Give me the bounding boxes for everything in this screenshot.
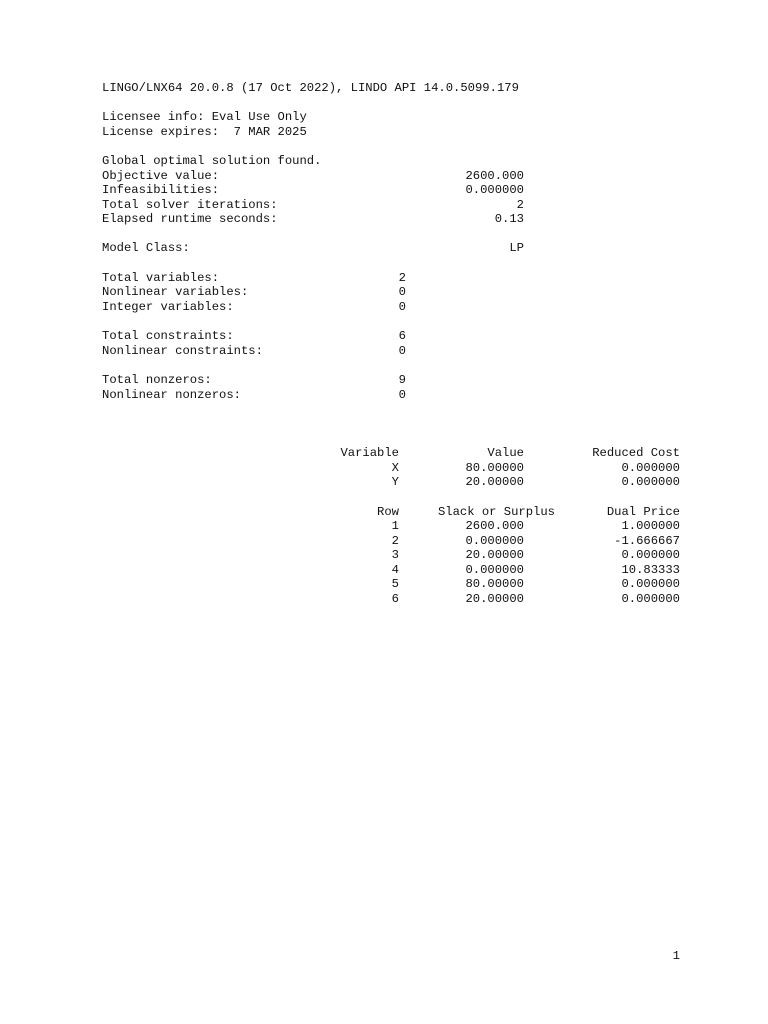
license-expires: License expires: 7 MAR 2025	[102, 124, 307, 139]
integer-variables-value: 0	[398, 299, 406, 314]
total-constraints-value: 6	[398, 329, 406, 343]
table-cell: 6	[391, 591, 399, 606]
total-nonzeros-value: 9	[398, 373, 406, 387]
runtime-label: Elapsed runtime seconds:	[102, 212, 278, 226]
table-cell: 20.00000	[465, 548, 524, 562]
nonlinear-variables-value: 0	[398, 285, 406, 299]
total-nonzeros-label: Total nonzeros:	[102, 373, 212, 387]
nonlinear-nonzeros-label: Nonlinear nonzeros:	[102, 387, 241, 402]
table-cell: 1	[391, 519, 399, 533]
table-cell: 10.83333	[621, 562, 680, 577]
total-variables-label: Total variables:	[102, 270, 220, 285]
total-variables-value: 2	[398, 270, 406, 285]
table-cell: 5	[391, 577, 399, 591]
table-cell: -1.666667	[614, 533, 680, 548]
table-cell: 0.000000	[621, 548, 680, 562]
table-cell: 4	[391, 562, 399, 577]
total-constraints-label: Total constraints:	[102, 329, 234, 343]
table-cell: 2600.000	[465, 519, 524, 533]
table-cell: 0.000000	[621, 577, 680, 591]
objective-label: Objective value:	[102, 168, 220, 183]
table-cell: 0.000000	[621, 460, 680, 475]
nonlinear-nonzeros-value: 0	[398, 387, 406, 402]
table-header: Row	[377, 504, 399, 519]
table-cell: 0.000000	[465, 533, 524, 548]
table-cell: 80.00000	[465, 577, 524, 591]
iterations-label: Total solver iterations:	[102, 197, 278, 212]
table-header: Reduced Cost	[592, 446, 680, 460]
infeasibilities-value: 0.000000	[465, 183, 524, 197]
solution-status: Global optimal solution found.	[102, 154, 322, 168]
table-header: Dual Price	[606, 504, 680, 519]
infeasibilities-label: Infeasibilities:	[102, 183, 220, 197]
table-cell: 80.00000	[465, 460, 524, 475]
objective-value: 2600.000	[465, 168, 524, 183]
table-cell: Y	[391, 475, 399, 489]
table-cell: 20.00000	[465, 591, 524, 606]
table-cell: 1.000000	[621, 519, 680, 533]
table-cell: X	[391, 460, 399, 475]
nonlinear-constraints-label: Nonlinear constraints:	[102, 343, 263, 358]
iterations-value: 2	[516, 197, 524, 212]
table-header: Variable	[340, 446, 399, 460]
page-number: 1	[672, 949, 680, 963]
version-line: LINGO/LNX64 20.0.8 (17 Oct 2022), LINDO API 14.0.5099.179	[102, 81, 519, 95]
table-header: Value	[487, 446, 524, 460]
table-cell: 3	[391, 548, 399, 562]
model-class-label: Model Class:	[102, 241, 190, 255]
table-cell: 0.000000	[465, 562, 524, 577]
licensee-info: Licensee info: Eval Use Only	[102, 110, 307, 124]
table-cell: 0.000000	[621, 475, 680, 489]
table-cell: 0.000000	[621, 591, 680, 606]
table-cell: 20.00000	[465, 475, 524, 489]
integer-variables-label: Integer variables:	[102, 299, 234, 314]
table-header: Slack or Surplus	[437, 504, 555, 519]
table-cell: 2	[391, 533, 399, 548]
nonlinear-constraints-value: 0	[398, 343, 406, 358]
model-class-value: LP	[509, 241, 524, 255]
runtime-value: 0.13	[494, 212, 524, 226]
nonlinear-variables-label: Nonlinear variables:	[102, 285, 249, 299]
